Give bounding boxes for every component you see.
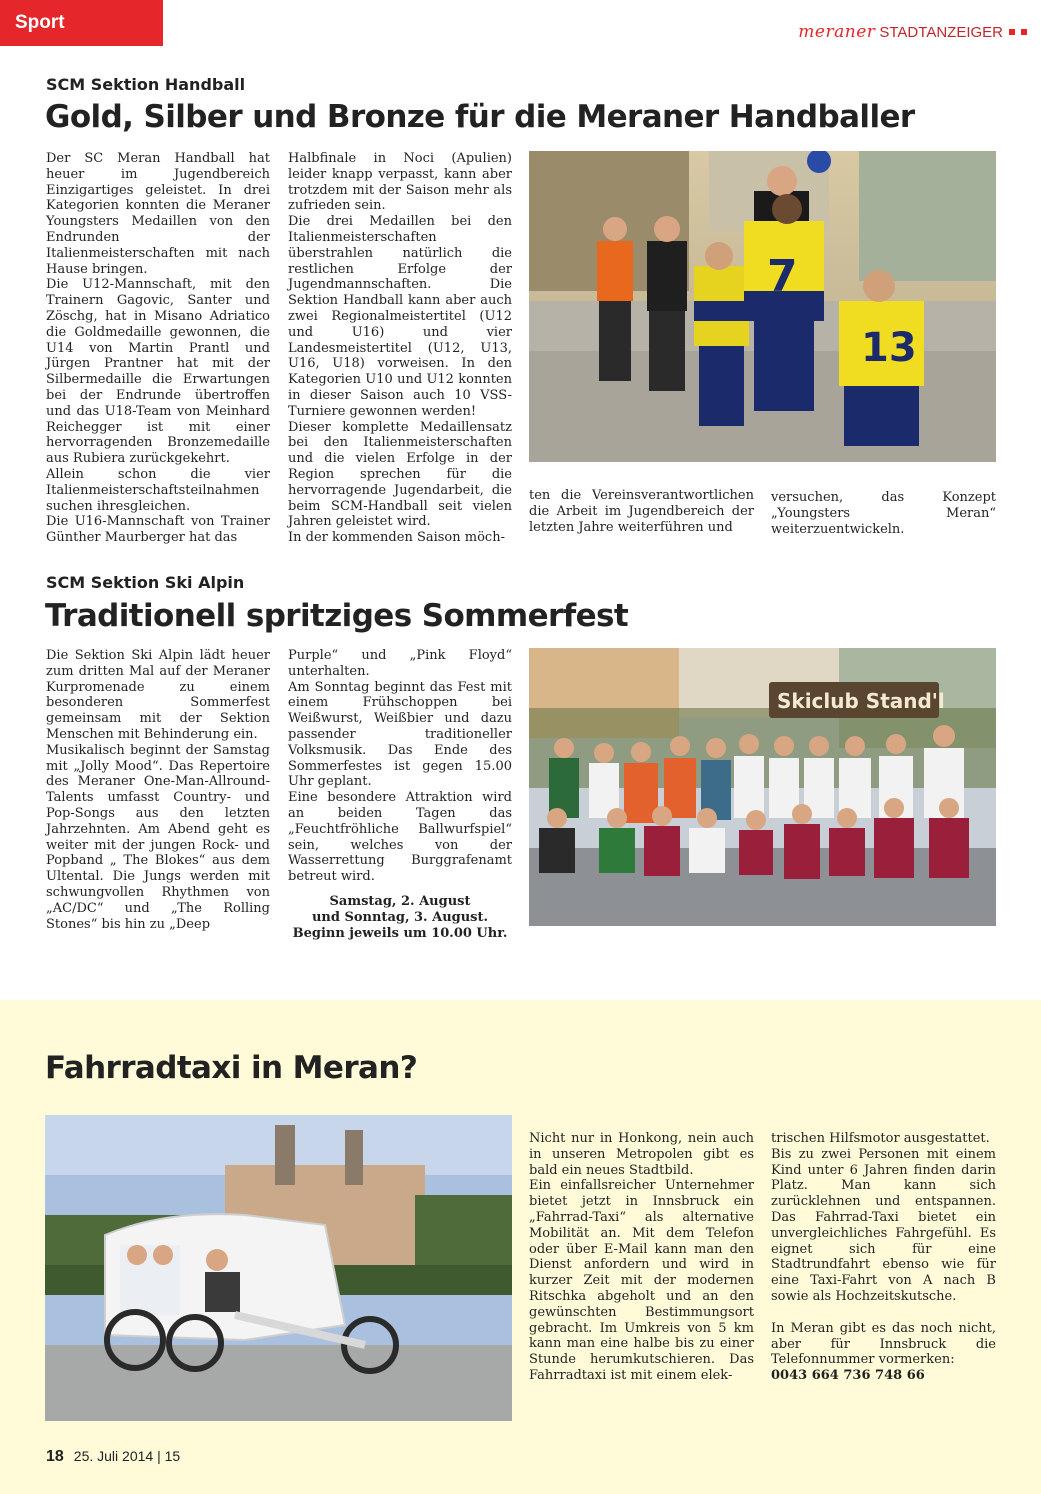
masthead-square-icon — [1021, 29, 1027, 35]
paragraph: In der kommenden Saison möch- — [288, 530, 505, 546]
masthead-square-icon — [1009, 29, 1015, 35]
phone-number: 0043 664 736 748 66 — [771, 1368, 925, 1384]
jersey-number: 7 — [767, 251, 798, 302]
paragraph: Bis zu zwei Personen mit einem Kind unter 6 Jahren finden darin Platz. Man kann sich zurücklehnen und entspannen. Das Fahrrad-Taxi bietet ein unvergleichliches Fahrgefühl. Es eignet sich für eine Stadtrundfahrt ebenso wie für eine Taxi-Fahrt von A nach B sowie als Hochzeitskutsche. — [771, 1146, 996, 1304]
date-line: Beginn jeweils um 10.00 Uhr. — [292, 925, 508, 941]
article1-kicker: SCM Sektion Handball — [46, 75, 246, 94]
article1-column-2 — [288, 151, 512, 546]
article1-column-1 — [46, 151, 270, 546]
bicycle-taxi-graphic — [45, 1115, 512, 1421]
article3-column-1 — [529, 1131, 754, 1384]
paragraph: Die drei Medaillen bei den Italienmeisterschaften überstrahlen natürlich die restlichen Erfolge der Jugendmannschaften. Die Sektion Handball kann aber auch zwei Regionalmeistertitel (U12 und U16) und vier Landesmeistertitel (U12, U13, U16, U18) vorweisen. In den Kategorien U10 und U12 konnten in dieser Saison auch 10 VSS-Turniere gewonnen werden! — [288, 214, 512, 419]
handball-photo-graphic — [529, 151, 996, 462]
article2-title: Traditionell spritziges Sommerfest — [45, 598, 629, 634]
paragraph: Die Sektion Ski Alpin lädt heuer zum dritten Mal auf der Meraner Kurpromenade zu einem besonderen Sommerfest gemeinsam mit der Sektion Menschen mit Behinderung ein. — [46, 648, 270, 742]
event-dates — [288, 894, 512, 941]
handball-photo — [529, 151, 996, 462]
page-footer — [46, 1448, 180, 1466]
date-line: und Sonntag, 3. August. — [311, 909, 489, 925]
issue-date: 25. Juli 2014 | 15 — [73, 1448, 181, 1464]
paragraph: Halbfinale in Noci (Apulien) leider knapp verpasst, kann aber trotzdem mit der Saison mehr als zufrieden sein. — [288, 151, 512, 214]
article1-column-3 — [529, 488, 754, 535]
paragraph: Die U12-Mannschaft, mit den Trainern Gagovic, Santer und Zöschg, hat in Misano Adriatico die Goldmedaille gewonnen, die U14 von Martin Prantl und Jürgen Prantner hat mit der Silbermedaille die Erwartungen bei der Endrunde übertroffen und das U18-Team von Meinhard Reichegger ist mit einer hervorragenden Bronzemedaille aus Rubiera zurückgekehrt. — [46, 277, 270, 467]
bicycle-taxi-photo — [45, 1115, 512, 1421]
paragraph: Purple“ und „Pink Floyd“ unterhalten. — [288, 648, 512, 679]
date-line: Samstag, 2. August — [329, 893, 471, 909]
paragraph: Eine besondere Attraktion wird an beiden Tagen das „Feuchtfröhliche Ballwurfspiel“ sein, welches von der Wasserrettung Burggrafenamt betreut wird. — [288, 790, 512, 885]
jersey-number: 13 — [861, 325, 917, 371]
article1-title: Gold, Silber und Bronze für die Meraner Handballer — [45, 99, 915, 135]
section-label: Sport — [15, 12, 65, 33]
skiclub-group-photo — [529, 648, 996, 926]
page-number: 18 — [46, 1448, 64, 1465]
paragraph: Der SC Meran Handball hat heuer im Jugendbereich Einzigartiges geleistet. In drei Kategorien konnten die Meraner Youngsters Medaillen von den Endrunden der Italienmeisterschaften mit nach Hause bringen. — [46, 151, 270, 277]
section-tab — [0, 0, 163, 46]
article3-title: Fahrradtaxi in Meran? — [45, 1050, 418, 1086]
paragraph: Am Sonntag beginnt das Fest mit einem Frühschoppen bei Weißwurst, Weißbier und dazu passender traditioneller Volksmusik. Das Ende des Sommerfestes ist gegen 15.00 Uhr geplant. — [288, 679, 512, 790]
paragraph: versuchen, das Konzept „Youngsters Meran“ weiterzuentwickeln. — [771, 490, 996, 537]
skiclub-sign: Skiclub Stand'l — [777, 689, 945, 713]
paragraph: trischen Hilfsmotor ausgestattet. — [771, 1131, 990, 1146]
article2-column-1 — [46, 648, 270, 932]
skiclub-photo-graphic — [529, 648, 996, 926]
paragraph: Nicht nur in Honkong, nein auch in unseren Metropolen gibt es bald ein neues Stadtbild. — [529, 1131, 754, 1178]
paragraph: ten die Vereinsverantwortlichen die Arbeit im Jugendbereich der letzten Jahre weiterführen und — [529, 488, 754, 535]
paragraph: Dieser komplette Medaillensatz bei den Italienmeisterschaften und die vielen Erfolge in der Region sprechen für die hervorragende Jugendarbeit, die beim SCM-Handball seit vielen Jahren geleistet wird. — [288, 419, 512, 530]
paragraph: In Meran gibt es das noch nicht, aber für Innsbruck die Telefonnummer vormerken: — [771, 1320, 996, 1368]
paragraph: Allein schon die vier Italienmeisterschaftsteilnahmen suchen ihresgleichen. — [46, 466, 270, 514]
article3-column-2 — [771, 1131, 996, 1384]
masthead-logo-name: STADTANZEIGER — [879, 23, 1003, 41]
paragraph: Musikalisch beginnt der Samstag mit „Jolly Mood“. Das Repertoire des Meraner One-Man-Allround-Talents umfasst Country- und Pop-Songs aus den letzten Jahrzehnten. Am Abend geht es weiter mit der jungen Rock- und Popband „ The Blokes“ aus dem Ultental. Die Jungs werden mit schwungvollen Rhythmen von „AC/DC“ und „The Rolling Stones“ bis hin zu „Deep — [46, 742, 270, 932]
article2-kicker: SCM Sektion Ski Alpin — [46, 573, 245, 592]
article1-column-4 — [771, 490, 996, 537]
masthead — [798, 22, 1027, 42]
paragraph: Ein einfallsreicher Unternehmer bietet jetzt in Innsbruck ein „Fahrrad-Taxi“ als alternative Mobilität an. Mit dem Telefon oder über E-Mail kann man den Dienst anfordern und wird in kurzer Zeit mit der modernen Ritschka abgeholt und an den gewünschten Bestimmungsort gebracht. Im Umkreis von 5 km kann man eine halbe bis zu einer Stunde herumkutschieren. Das Fahrradtaxi ist mit einem elek- — [529, 1178, 754, 1383]
article2-column-2 — [288, 648, 512, 941]
paragraph: Die U16-Mannschaft von Trainer Günther Maurberger hat das — [46, 514, 270, 546]
group-people — [539, 725, 969, 879]
masthead-logo-script: meraner — [798, 22, 876, 42]
